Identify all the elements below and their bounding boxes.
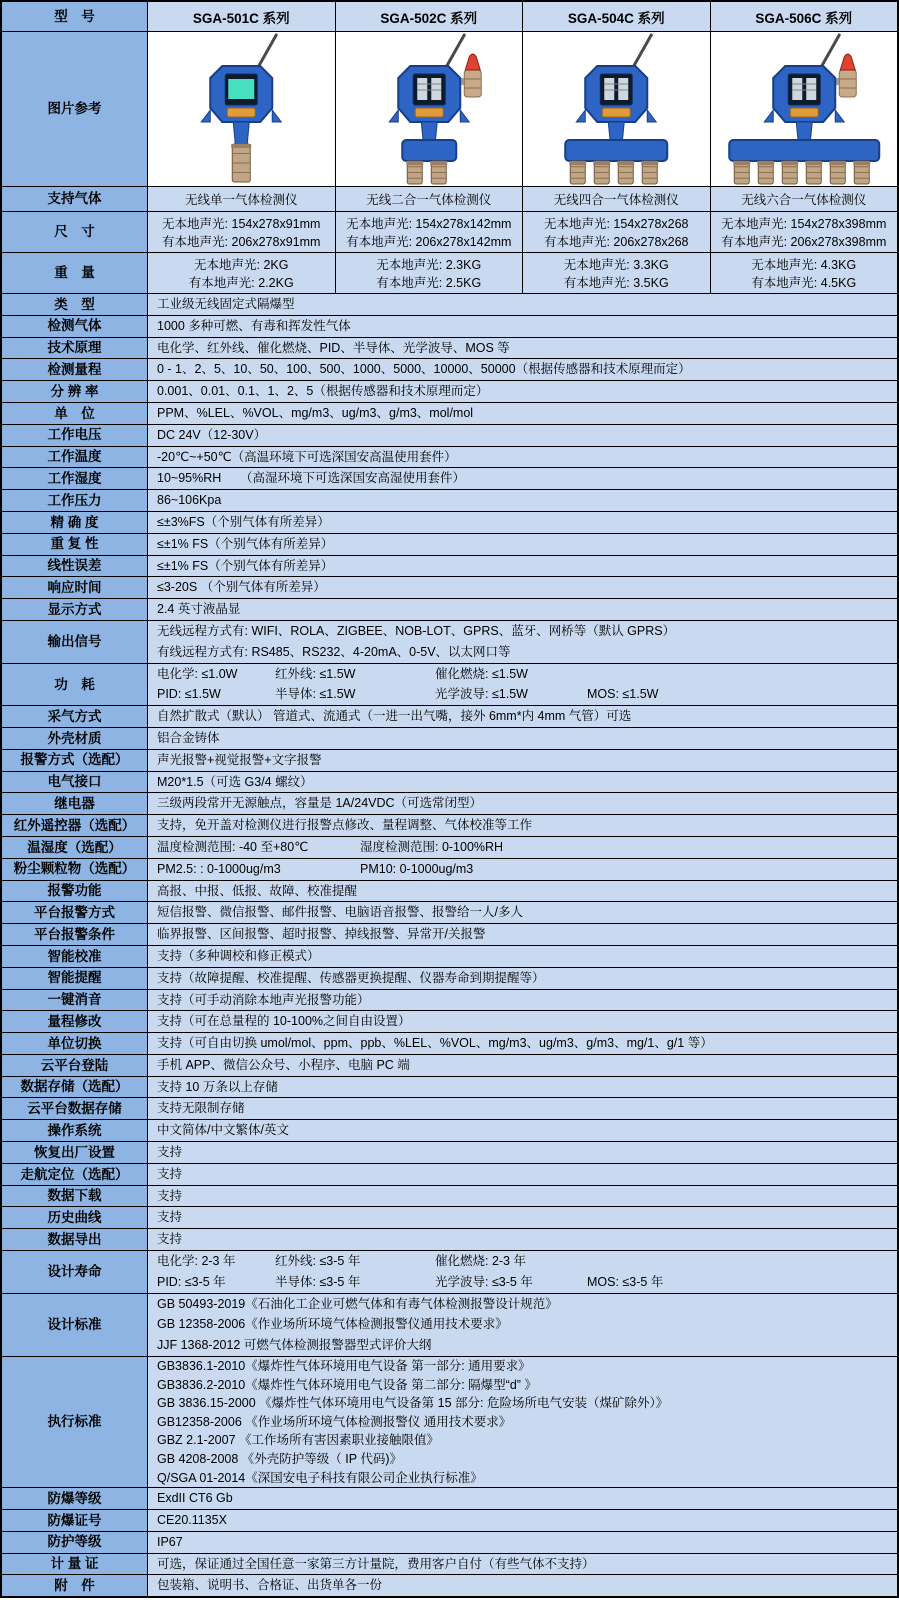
row-value xyxy=(148,338,897,359)
row-value xyxy=(148,1294,897,1356)
row-value xyxy=(148,881,897,902)
cell-line: 无本地声光: 2.3KG xyxy=(376,258,482,272)
value-line: ≤±1% FS（个别气体有所差异） xyxy=(157,536,334,551)
spec-cell xyxy=(711,187,898,211)
cell-line: 无本地声光: 154x278x398mm xyxy=(721,217,887,231)
value-line-segments xyxy=(157,684,897,705)
spec-row-44 xyxy=(2,1357,897,1488)
spec-row-7 xyxy=(2,447,897,469)
row-value xyxy=(148,837,897,858)
row-label: 操作系统 xyxy=(2,1120,148,1141)
row-label: 报警方式（选配） xyxy=(2,750,148,771)
row-label: 粉尘颗粒物（选配） xyxy=(2,859,148,880)
value-line: ≤3-20S （个别气体有所差异） xyxy=(157,580,326,595)
spec-row-25 xyxy=(2,881,897,903)
row-value xyxy=(148,1055,897,1076)
cell-line: 无本地声光: 154x278x91mm xyxy=(162,217,321,231)
row-value xyxy=(148,621,897,663)
row-label: 数据下载 xyxy=(2,1186,148,1207)
value-segment: 红外线: ≤1.5W xyxy=(275,666,356,681)
value-line: 中文简体/中文繁体/英文 xyxy=(157,1123,289,1138)
row-value xyxy=(148,1142,897,1163)
row-value xyxy=(148,1011,897,1032)
row-label: 走航定位（选配） xyxy=(2,1164,148,1185)
row-value xyxy=(148,425,897,446)
model-name-sga501c: SGA-501C 系列 xyxy=(148,2,336,31)
value-line: 铝合金铸体 xyxy=(157,730,220,745)
value-segment: 半导体: ≤3-5 年 xyxy=(275,1274,361,1289)
row-label: 附 件 xyxy=(2,1575,148,1596)
row-label: 技术原理 xyxy=(2,338,148,359)
model-name-sga506c: SGA-506C 系列 xyxy=(711,2,898,31)
spec-row-47 xyxy=(2,1532,897,1554)
grid-row-cells xyxy=(148,212,897,252)
row-label: 报警功能 xyxy=(2,881,148,902)
cell-line: 有本地声光: 206x278x91mm xyxy=(162,235,321,249)
wireless-6in1-gas-detector-illustration xyxy=(711,32,898,186)
row-label: 一键消音 xyxy=(2,990,148,1011)
value-line-segments xyxy=(157,837,897,858)
value-line: 支持 xyxy=(157,1188,183,1203)
value-line: 支持，免开盖对检测仪进行报警点修改、量程调整、气体校准等工作 xyxy=(157,818,533,833)
spec-row-3 xyxy=(2,359,897,381)
row-label: 工作电压 xyxy=(2,425,148,446)
row-label: 红外遥控器（选配） xyxy=(2,815,148,836)
value-line: 支持 xyxy=(157,1210,183,1225)
row-value xyxy=(148,1207,897,1228)
value-line: 临界报警、区间报警、超时报警、掉线报警、异常开/关报警 xyxy=(157,927,486,942)
wireless-2in1-gas-detector-illustration xyxy=(336,32,524,186)
value-segment: 半导体: ≤1.5W xyxy=(275,687,356,702)
value-segment: 湿度检测范围: 0-100%RH xyxy=(360,839,504,854)
row-value xyxy=(148,990,897,1011)
value-line: DC 24V（12-30V） xyxy=(157,427,267,442)
spec-cell xyxy=(336,212,524,252)
row-label: 尺 寸 xyxy=(2,212,148,252)
value-line: ≤±1% FS（个别气体有所差异） xyxy=(157,558,334,573)
model-header-cols xyxy=(148,2,897,31)
value-line: 0 - 1、2、5、10、50、100、500、1000、5000、10000、50000（根据传感器和技术原理而定） xyxy=(157,362,691,377)
row-value xyxy=(148,599,897,620)
value-line: M20*1.5（可选 G3/4 螺纹） xyxy=(157,774,313,789)
value-line: 三级两段常开无源触点，容量是 1A/24VDC（可选常闭型） xyxy=(157,796,483,811)
spec-row-15 xyxy=(2,621,897,664)
model-header-row xyxy=(2,2,897,32)
value-line: 支持（故障提醒、校准提醒、传感器更换提醒、仪器寿命到期提醒等） xyxy=(157,970,545,985)
cell-line: 无线单一气体检测仪 xyxy=(184,193,298,207)
value-line: 工业级无线固定式隔爆型 xyxy=(157,297,295,311)
spec-row-20 xyxy=(2,772,897,794)
value-line: 可选，保证通过全国任意一家第三方计量院，费用客户自付（有些气体不支持） xyxy=(157,1556,595,1571)
spec-row-8 xyxy=(2,468,897,490)
wireless-single-gas-detector-illustration xyxy=(148,32,336,186)
value-line: GB3836.2-2010《爆炸性气体环境用电气设备 第二部分: 隔爆型“d” 》 xyxy=(157,1377,537,1392)
value-line: GB 12358-2006《作业场所环境气体检测报警仪通用技术要求》 xyxy=(157,1317,508,1332)
row-value xyxy=(148,577,897,598)
spec-row-18 xyxy=(2,728,897,750)
row-value xyxy=(148,1077,897,1098)
value-line: 1000 多种可燃、有毒和挥发性气体 xyxy=(157,318,351,333)
row-value xyxy=(148,706,897,727)
value-line: IP67 xyxy=(157,1534,183,1549)
spec-row-45 xyxy=(2,1488,897,1510)
value-line: 2.4 英寸液晶显 xyxy=(157,602,241,617)
cell-line: 无本地声光: 154x278x268 xyxy=(543,217,689,231)
spec-row-42 xyxy=(2,1251,897,1294)
value-line: 支持 xyxy=(157,1145,183,1160)
value-line: GBZ 2.1-2007 《工作场所有害因素职业接触限值》 xyxy=(157,1433,439,1448)
spec-row-31 xyxy=(2,1011,897,1033)
spec-row-32 xyxy=(2,1033,897,1055)
row-label: 平台报警条件 xyxy=(2,924,148,945)
value-segment: 催化燃烧: 2-3 年 xyxy=(435,1254,526,1269)
spec-row-41 xyxy=(2,1229,897,1251)
row-value xyxy=(148,772,897,793)
spec-row-49 xyxy=(2,1575,897,1596)
row-label: 温湿度（选配） xyxy=(2,837,148,858)
row-label: 执行标准 xyxy=(2,1357,148,1487)
row-label: 精 确 度 xyxy=(2,512,148,533)
value-segment: MOS: ≤1.5W xyxy=(587,687,659,702)
row-label: 智能提醒 xyxy=(2,968,148,989)
grid-row-cells xyxy=(148,187,897,211)
spec-row-43 xyxy=(2,1294,897,1357)
row-value xyxy=(148,403,897,424)
value-segment: MOS: ≤3-5 年 xyxy=(587,1274,664,1289)
row-label: 工作温度 xyxy=(2,447,148,468)
row-value xyxy=(148,859,897,880)
row-label: 工作压力 xyxy=(2,490,148,511)
row-value xyxy=(148,447,897,468)
grid-row-cells xyxy=(148,253,897,293)
spec-row-40 xyxy=(2,1207,897,1229)
wireless-4in1-gas-detector-illustration xyxy=(523,32,711,186)
value-line: GB3836.1-2010《爆炸性气体环境用电气设备 第一部分: 通用要求》 xyxy=(157,1359,531,1374)
value-line: 高报、中报、低报、故障、校准提醒 xyxy=(157,883,358,898)
row-label: 平台报警方式 xyxy=(2,902,148,923)
value-line: Q/SGA 01-2014《深国安电子科技有限公司企业执行标准》 xyxy=(157,1470,483,1485)
value-line: 支持无限制存储 xyxy=(157,1101,245,1116)
value-line: 86~106Kpa xyxy=(157,493,222,508)
spec-row-0 xyxy=(2,294,897,316)
row-value xyxy=(148,664,897,706)
row-label: 外壳材质 xyxy=(2,728,148,749)
value-line-segments xyxy=(157,1272,897,1293)
cell-line: 有本地声光: 206x278x398mm xyxy=(721,235,887,249)
value-line: PPM、%LEL、%VOL、mg/m3、ug/m3、g/m3、mol/mol xyxy=(157,405,474,420)
cell-line: 无线六合一气体检测仪 xyxy=(741,193,867,207)
spec-cell xyxy=(148,212,336,252)
row-label: 工作湿度 xyxy=(2,468,148,489)
value-segment: 电化学: 2-3 年 xyxy=(157,1254,236,1269)
spec-row-12 xyxy=(2,556,897,578)
value-line: 0.001、0.01、0.1、1、2、5（根据传感器和技术原理而定） xyxy=(157,384,489,399)
value-line: 支持 10 万条以上存储 xyxy=(157,1079,278,1094)
value-segment: PID: ≤3-5 年 xyxy=(157,1274,226,1289)
spec-row-27 xyxy=(2,924,897,946)
row-label: 量程修改 xyxy=(2,1011,148,1032)
spec-row-10 xyxy=(2,512,897,534)
value-line: 电化学、红外线、催化燃烧、PID、半导体、光学波导、MOS 等 xyxy=(157,340,510,355)
spec-row-28 xyxy=(2,946,897,968)
row-value xyxy=(148,1532,897,1553)
row-value xyxy=(148,468,897,489)
row-value xyxy=(148,1488,897,1509)
cell-line: 无本地声光: 2KG xyxy=(194,258,289,272)
spec-row-24 xyxy=(2,859,897,881)
spec-row-4 xyxy=(2,381,897,403)
row-label: 设计寿命 xyxy=(2,1251,148,1293)
model-header-label: 型 号 xyxy=(2,2,148,31)
model-name-sga504c: SGA-504C 系列 xyxy=(523,2,711,31)
row-label: 云平台数据存储 xyxy=(2,1098,148,1119)
value-line: GB12358-2006 《作业场所环境气体检测报警仪 通用技术要求》 xyxy=(157,1414,512,1429)
row-value xyxy=(148,1251,897,1293)
cell-line: 有本地声光: 3.5KG xyxy=(563,276,669,290)
spec-row-46 xyxy=(2,1510,897,1532)
cell-line: 无线四合一气体检测仪 xyxy=(553,193,679,207)
value-line: 自然扩散式（默认） 管道式、流通式（一进一出气嘴，接外 6mm*内 4mm 气管）可选 xyxy=(157,709,632,724)
spec-row-2 xyxy=(2,338,897,360)
row-label: 电气接口 xyxy=(2,772,148,793)
spec-row-21 xyxy=(2,793,897,815)
row-value xyxy=(148,728,897,749)
value-line: ExdII CT6 Gb xyxy=(157,1491,233,1506)
value-line: CE20.1135X xyxy=(157,1513,227,1527)
spec-row-6 xyxy=(2,425,897,447)
row-label: 显示方式 xyxy=(2,599,148,620)
value-line: GB 4208-2008 《外壳防护等级（ IP 代码)》 xyxy=(157,1452,402,1467)
row-value xyxy=(148,359,897,380)
value-line: 支持 xyxy=(157,1166,183,1181)
spec-row-33 xyxy=(2,1055,897,1077)
row-value xyxy=(148,1510,897,1531)
spec-cell xyxy=(523,253,711,293)
row-value xyxy=(148,1575,897,1596)
spec-cell xyxy=(711,253,898,293)
spec-row-36 xyxy=(2,1120,897,1142)
value-line: 无线远程方式有: WIFI、ROLA、ZIGBEE、NOB-LOT、GPRS、蓝牙、网桥等（默认 GPRS） xyxy=(157,623,676,638)
value-line: 声光报警+视觉报警+文字报警 xyxy=(157,752,322,767)
spec-row-11 xyxy=(2,534,897,556)
grid-row-2 xyxy=(2,253,897,294)
cell-line: 无本地声光: 3.3KG xyxy=(563,258,669,272)
value-line: 短信报警、微信报警、邮件报警、电脑语音报警、报警给一人/多人 xyxy=(157,905,523,920)
row-label: 恢复出厂设置 xyxy=(2,1142,148,1163)
value-line: 10~95%RH （高湿环境下可选深国安高湿使用套件） xyxy=(157,471,466,486)
spec-cell xyxy=(148,187,336,211)
value-segment: 光学波导: ≤3-5 年 xyxy=(435,1274,533,1289)
cell-line: 有本地声光: 2.5KG xyxy=(376,276,482,290)
value-segment: 温度检测范围: -40 至+80℃ xyxy=(157,839,309,854)
row-value xyxy=(148,924,897,945)
value-line: JJF 1368-2012 可燃气体检测报警器型式评价大纲 xyxy=(157,1338,432,1353)
value-line: GB 50493-2019《石油化工企业可燃气体和有毒气体检测报警设计规范》 xyxy=(157,1296,558,1311)
row-value xyxy=(148,1229,897,1250)
row-value xyxy=(148,1357,897,1487)
row-value xyxy=(148,512,897,533)
cell-line: 有本地声光: 206x278x268 xyxy=(543,235,689,249)
row-label: 计 量 证 xyxy=(2,1554,148,1575)
spec-row-26 xyxy=(2,902,897,924)
row-label: 检测量程 xyxy=(2,359,148,380)
spec-cell xyxy=(336,253,524,293)
row-value xyxy=(148,1098,897,1119)
spec-row-9 xyxy=(2,490,897,512)
row-label: 采气方式 xyxy=(2,706,148,727)
row-value xyxy=(148,1120,897,1141)
value-line: 支持（可自由切换 umol/mol、ppm、ppb、%LEL、%VOL、mg/m3、ug/m3、g/m3、mg/1、g/1 等） xyxy=(157,1036,713,1051)
row-label: 检测气体 xyxy=(2,316,148,337)
row-value xyxy=(148,1164,897,1185)
row-label: 重 量 xyxy=(2,253,148,293)
product-images xyxy=(148,32,897,186)
spec-row-48 xyxy=(2,1554,897,1576)
row-label: 重 复 性 xyxy=(2,534,148,555)
value-line: 手机 APP、微信公众号、小程序、电脑 PC 端 xyxy=(157,1057,410,1072)
row-label: 支持气体 xyxy=(2,187,148,211)
spec-cell xyxy=(148,253,336,293)
value-segment: PM10: 0-1000ug/m3 xyxy=(360,861,474,876)
row-label: 防爆等级 xyxy=(2,1488,148,1509)
cell-line: 有本地声光: 2.2KG xyxy=(188,276,294,290)
row-value xyxy=(148,902,897,923)
row-value xyxy=(148,556,897,577)
row-value xyxy=(148,294,897,315)
row-value xyxy=(148,815,897,836)
row-label: 单 位 xyxy=(2,403,148,424)
value-line: 支持（多种调校和修正模式） xyxy=(157,948,320,963)
row-value xyxy=(148,946,897,967)
value-line: 支持（可在总量程的 10-100%之间自由设置） xyxy=(157,1014,411,1029)
spec-row-17 xyxy=(2,706,897,728)
value-line: 支持 xyxy=(157,1232,183,1247)
value-line: 有线远程方式有: RS485、RS232、4-20mA、0-5V、以太网口等 xyxy=(157,644,511,659)
row-label: 防爆证号 xyxy=(2,1510,148,1531)
row-label: 数据导出 xyxy=(2,1229,148,1250)
value-line-segments xyxy=(157,1251,897,1272)
spec-row-34 xyxy=(2,1077,897,1099)
spec-row-23 xyxy=(2,837,897,859)
row-label: 响应时间 xyxy=(2,577,148,598)
row-label: 防护等级 xyxy=(2,1532,148,1553)
row-value xyxy=(148,381,897,402)
spec-cell xyxy=(711,212,898,252)
value-segment: PM2.5: : 0-1000ug/m3 xyxy=(157,861,281,876)
grid-row-0 xyxy=(2,187,897,212)
row-label: 设计标准 xyxy=(2,1294,148,1356)
spec-row-38 xyxy=(2,1164,897,1186)
row-label: 继电器 xyxy=(2,793,148,814)
row-label: 智能校准 xyxy=(2,946,148,967)
spec-row-5 xyxy=(2,403,897,425)
spec-cell xyxy=(523,212,711,252)
row-value xyxy=(148,1554,897,1575)
row-label: 线性误差 xyxy=(2,556,148,577)
cell-line: 无本地声光: 4.3KG xyxy=(751,258,857,272)
cell-line: 无本地声光: 154x278x142mm xyxy=(346,217,512,231)
row-value xyxy=(148,793,897,814)
product-image-row xyxy=(2,32,897,187)
value-line: GB 3836.15-2000 《爆炸性气体环境用电气设备第 15 部分: 危险场所电气安装（煤矿除外）》 xyxy=(157,1396,669,1411)
value-segment: 电化学: ≤1.0W xyxy=(157,666,238,681)
cell-line: 无线二合一气体检测仪 xyxy=(366,193,492,207)
value-segment: PID: ≤1.5W xyxy=(157,687,221,702)
spec-row-13 xyxy=(2,577,897,599)
cell-line: 有本地声光: 206x278x142mm xyxy=(346,235,512,249)
value-line: 包装箱、说明书、合格证、出货单各一份 xyxy=(157,1578,383,1593)
spec-row-39 xyxy=(2,1186,897,1208)
row-label: 图片参考 xyxy=(2,32,148,186)
value-segment: 光学波导: ≤1.5W xyxy=(435,687,528,702)
value-line: ≤±3%FS（个别气体有所差异） xyxy=(157,514,330,529)
model-name-sga502c: SGA-502C 系列 xyxy=(336,2,524,31)
spec-row-22 xyxy=(2,815,897,837)
value-line-segments xyxy=(157,859,897,880)
spec-row-35 xyxy=(2,1098,897,1120)
value-segment: 催化燃烧: ≤1.5W xyxy=(435,666,528,681)
spec-row-37 xyxy=(2,1142,897,1164)
row-label: 类 型 xyxy=(2,294,148,315)
row-value xyxy=(148,490,897,511)
spec-row-1 xyxy=(2,316,897,338)
row-value xyxy=(148,534,897,555)
value-segment: 红外线: ≤3-5 年 xyxy=(275,1254,361,1269)
row-value xyxy=(148,750,897,771)
row-label: 云平台登陆 xyxy=(2,1055,148,1076)
spec-row-16 xyxy=(2,664,897,707)
value-line: 支持（可手动消除本地声光报警功能） xyxy=(157,992,370,1007)
spec-cell xyxy=(523,187,711,211)
spec-row-30 xyxy=(2,990,897,1012)
cell-line: 有本地声光: 4.5KG xyxy=(751,276,857,290)
row-label: 输出信号 xyxy=(2,621,148,663)
grid-row-1 xyxy=(2,212,897,253)
spec-cell xyxy=(336,187,524,211)
value-line: -20℃~+50℃（高温环境下可选深国安高温使用套件） xyxy=(157,449,457,464)
row-label: 分 辨 率 xyxy=(2,381,148,402)
row-value xyxy=(148,968,897,989)
row-label: 历史曲线 xyxy=(2,1207,148,1228)
spec-row-19 xyxy=(2,750,897,772)
spec-row-29 xyxy=(2,968,897,990)
spec-row-14 xyxy=(2,599,897,621)
value-line-segments xyxy=(157,664,897,685)
row-label: 功 耗 xyxy=(2,664,148,706)
row-value xyxy=(148,1186,897,1207)
row-label: 数据存储（选配） xyxy=(2,1077,148,1098)
row-value xyxy=(148,316,897,337)
row-label: 单位切换 xyxy=(2,1033,148,1054)
row-value xyxy=(148,1033,897,1054)
